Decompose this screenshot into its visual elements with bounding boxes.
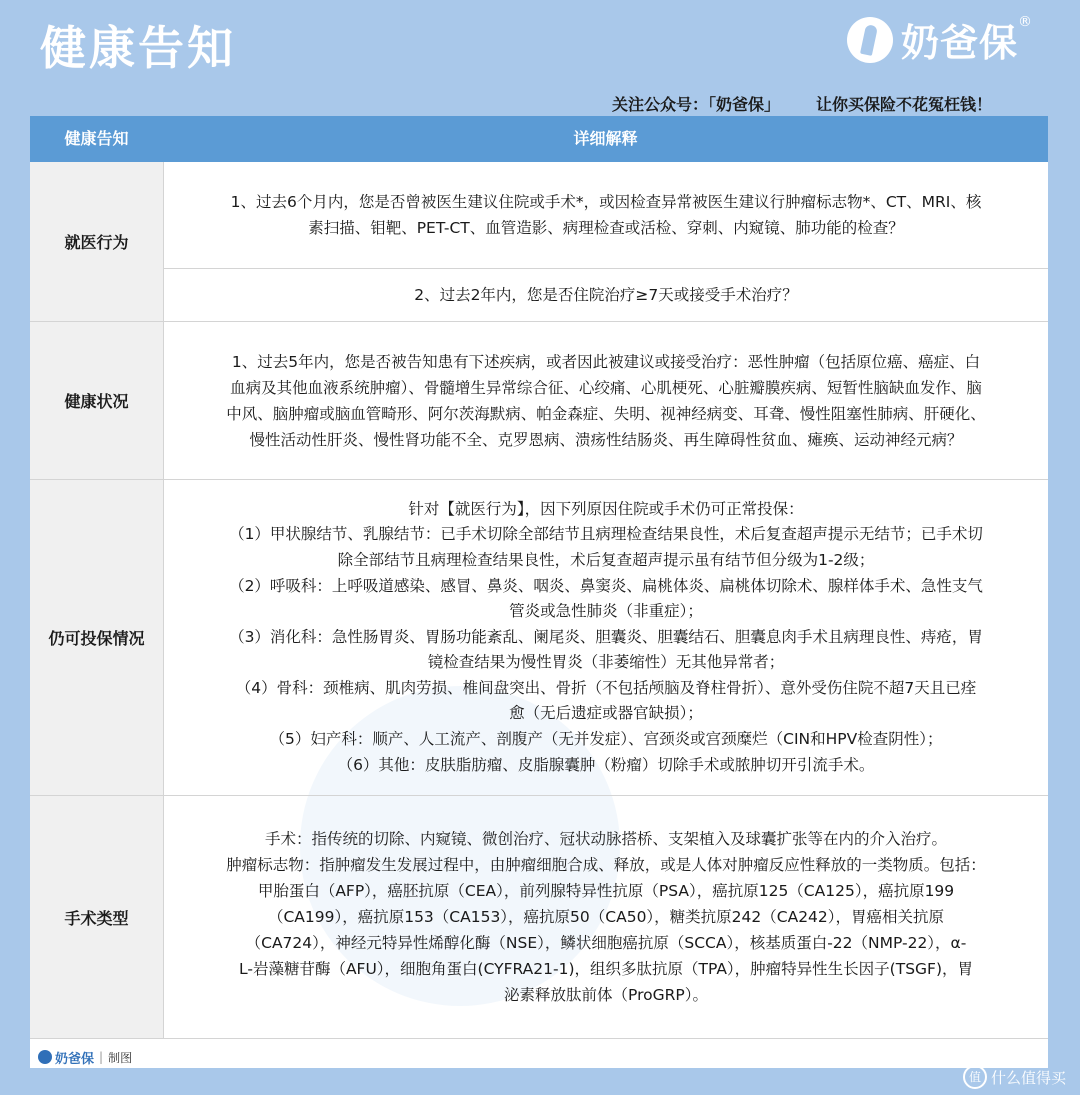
table-footer: [30, 1046, 1056, 1068]
text-line: 1、过去5年内，您是否被告知患有下述疾病，或者因此被建议或接受治疗：恶性肿瘤（包括原位癌、癌症、白: [231, 352, 981, 371]
footer-divider: |: [99, 1050, 104, 1064]
text-line: 手术：指传统的切除、内窥镜、微创治疗、冠状动脉搭桥、支架植入及球囊扩张等在内的介入治疗。: [264, 830, 947, 848]
header-col-detail: 详细解释: [573, 129, 638, 148]
footer-logo-icon: [38, 1050, 52, 1064]
text-line: （6）其他：皮肤脂肪瘤、皮脂腺囊肿（粉瘤）切除手术或脓肿切开引流手术。: [337, 755, 875, 774]
text-line: 肿瘤标志物：指肿瘤发生发展过程中，由肿瘤细胞合成、释放，或是人体对肿瘤反应性释放的一类物质。包括：: [226, 856, 986, 874]
text-line: （2）呼吸科：上呼吸道感染、感冒、鼻炎、咽炎、鼻窦炎、扁桃体炎、扁桃体切除术、腺样体手术、急性支气: [229, 576, 983, 595]
source-watermark: [963, 1065, 1066, 1089]
cell-still-insurable: [163, 480, 1048, 796]
follow-label: 关注公众号：「奶爸保」: [612, 95, 781, 114]
registered-mark: ®: [1018, 14, 1032, 30]
text-line: L-岩藻糖苷酶（AFU），细胞角蛋白(CYFRA21-1)，组织多肽抗原（TPA），肿瘤特异性生长因子(TSGF)，胃: [238, 960, 974, 978]
cell-medical-behavior-2: [163, 269, 1048, 322]
text-line: 镜检查结果为慢性胃炎（非萎缩性）无其他异常者；: [427, 653, 785, 672]
row-label-still-insurable: 仍可投保情况: [30, 480, 163, 796]
footer-brand: [38, 1048, 94, 1067]
cell-health-status: [163, 322, 1048, 480]
text-line: 针对【就医行为】，因下列原因住院或手术仍可正常投保：: [408, 499, 804, 518]
row-label-medical-behavior: 就医行为: [30, 162, 163, 322]
text-line: （CA724），神经元特异性烯醇化酶（NSE），鳞状细胞癌抗原（SCCA），核基质蛋白-22（NMP-22），α-: [245, 934, 967, 952]
page-title: 健康告知: [40, 21, 236, 75]
row-label-health-status: 健康状况: [30, 322, 163, 480]
brand-logo: [847, 12, 1032, 67]
text-line: （3）消化科：急性肠胃炎、胃肠功能紊乱、阑尾炎、胆囊炎、胆囊结石、胆囊息肉手术且病理良性、痔疮，胃: [229, 627, 983, 646]
text-line: 泌素释放肽前体（ProGRP）。: [504, 986, 708, 1004]
text-line: 除全部结节且病理检查结果良性，术后复查超声提示虽有结节但分级为1-2级；: [337, 550, 875, 569]
cell-surgery-type: [163, 796, 1048, 1039]
follow-slogan: 让你买保险不花冤枉钱！: [816, 95, 993, 114]
text-line: 管炎或急性肺炎（非重症）；: [509, 602, 703, 621]
page-header: [0, 0, 1080, 86]
text-line: （4）骨科：颈椎病、肌肉劳损、椎间盘突出、骨折（不包括颅脑及脊柱骨折）、意外受伤住院不超7天且已痊: [235, 678, 977, 697]
cell-medical-behavior-1: [163, 162, 1048, 269]
text-line: 素扫描、钼靶、PET-CT、血管造影、病理检查或活检、穿刺、内窥镜、肺功能的检查？: [308, 219, 904, 237]
text-line: 甲胎蛋白（AFP），癌胚抗原（CEA），前列腺特异性抗原（PSA），癌抗原125（CA125），癌抗原199: [257, 882, 955, 900]
text-line: （CA199），癌抗原153（CA153），癌抗原50（CA50），糖类抗原242（CA242），胃癌相关抗原: [267, 908, 945, 926]
source-watermark-text: 什么值得买: [990, 1068, 1066, 1087]
text-line: 血病及其他血液系统肿瘤）、骨髓增生异常综合征、心绞痛、心肌梗死、心脏瓣膜疾病、短暂性脑缺血发作、脑: [230, 378, 982, 397]
text-line: 愈（无后遗症或器官缺损）；: [509, 704, 703, 723]
smzdm-icon: 值: [963, 1065, 987, 1089]
logo-text: 奶爸保: [900, 21, 1018, 65]
text-line: 中风、脑肿瘤或脑血管畸形、阿尔茨海默病、帕金森症、失明、视神经病变、耳聋、慢性阻塞性肺病、肝硬化、: [226, 404, 986, 423]
row-label-surgery-type: 手术类型: [30, 796, 163, 1039]
table-header: [30, 116, 1048, 162]
footer-suffix: 制图: [108, 1050, 133, 1065]
header-col-topic: 健康告知: [64, 129, 129, 148]
logo-icon: [847, 17, 893, 63]
text-line: （1）甲状腺结节、乳腺结节：已手术切除全部结节且病理检查结果良性，术后复查超声提示无结节；已手术切: [229, 525, 983, 544]
text-line: 1、过去6个月内，您是否曾被医生建议住院或手术*，或因检查异常被医生建议行肿瘤标志物*、CT、MRI、核: [230, 193, 982, 211]
text-line: （5）妇产科：顺产、人工流产、剖腹产（无并发症）、宫颈炎或宫颈糜烂（CIN和HPV检查阴性）；: [269, 730, 943, 749]
text-line: 2、过去2年内，您是否住院治疗≥7天或接受手术治疗？: [414, 286, 798, 304]
text-line: 慢性活动性肝炎、慢性肾功能不全、克罗恩病、溃疡性结肠炎、再生障碍性贫血、瘫痪、运动神经元病？: [249, 430, 963, 449]
follow-banner: [612, 92, 992, 115]
footer-brand-text: 奶爸保: [55, 1051, 95, 1067]
health-disclosure-table: [30, 116, 1048, 1068]
